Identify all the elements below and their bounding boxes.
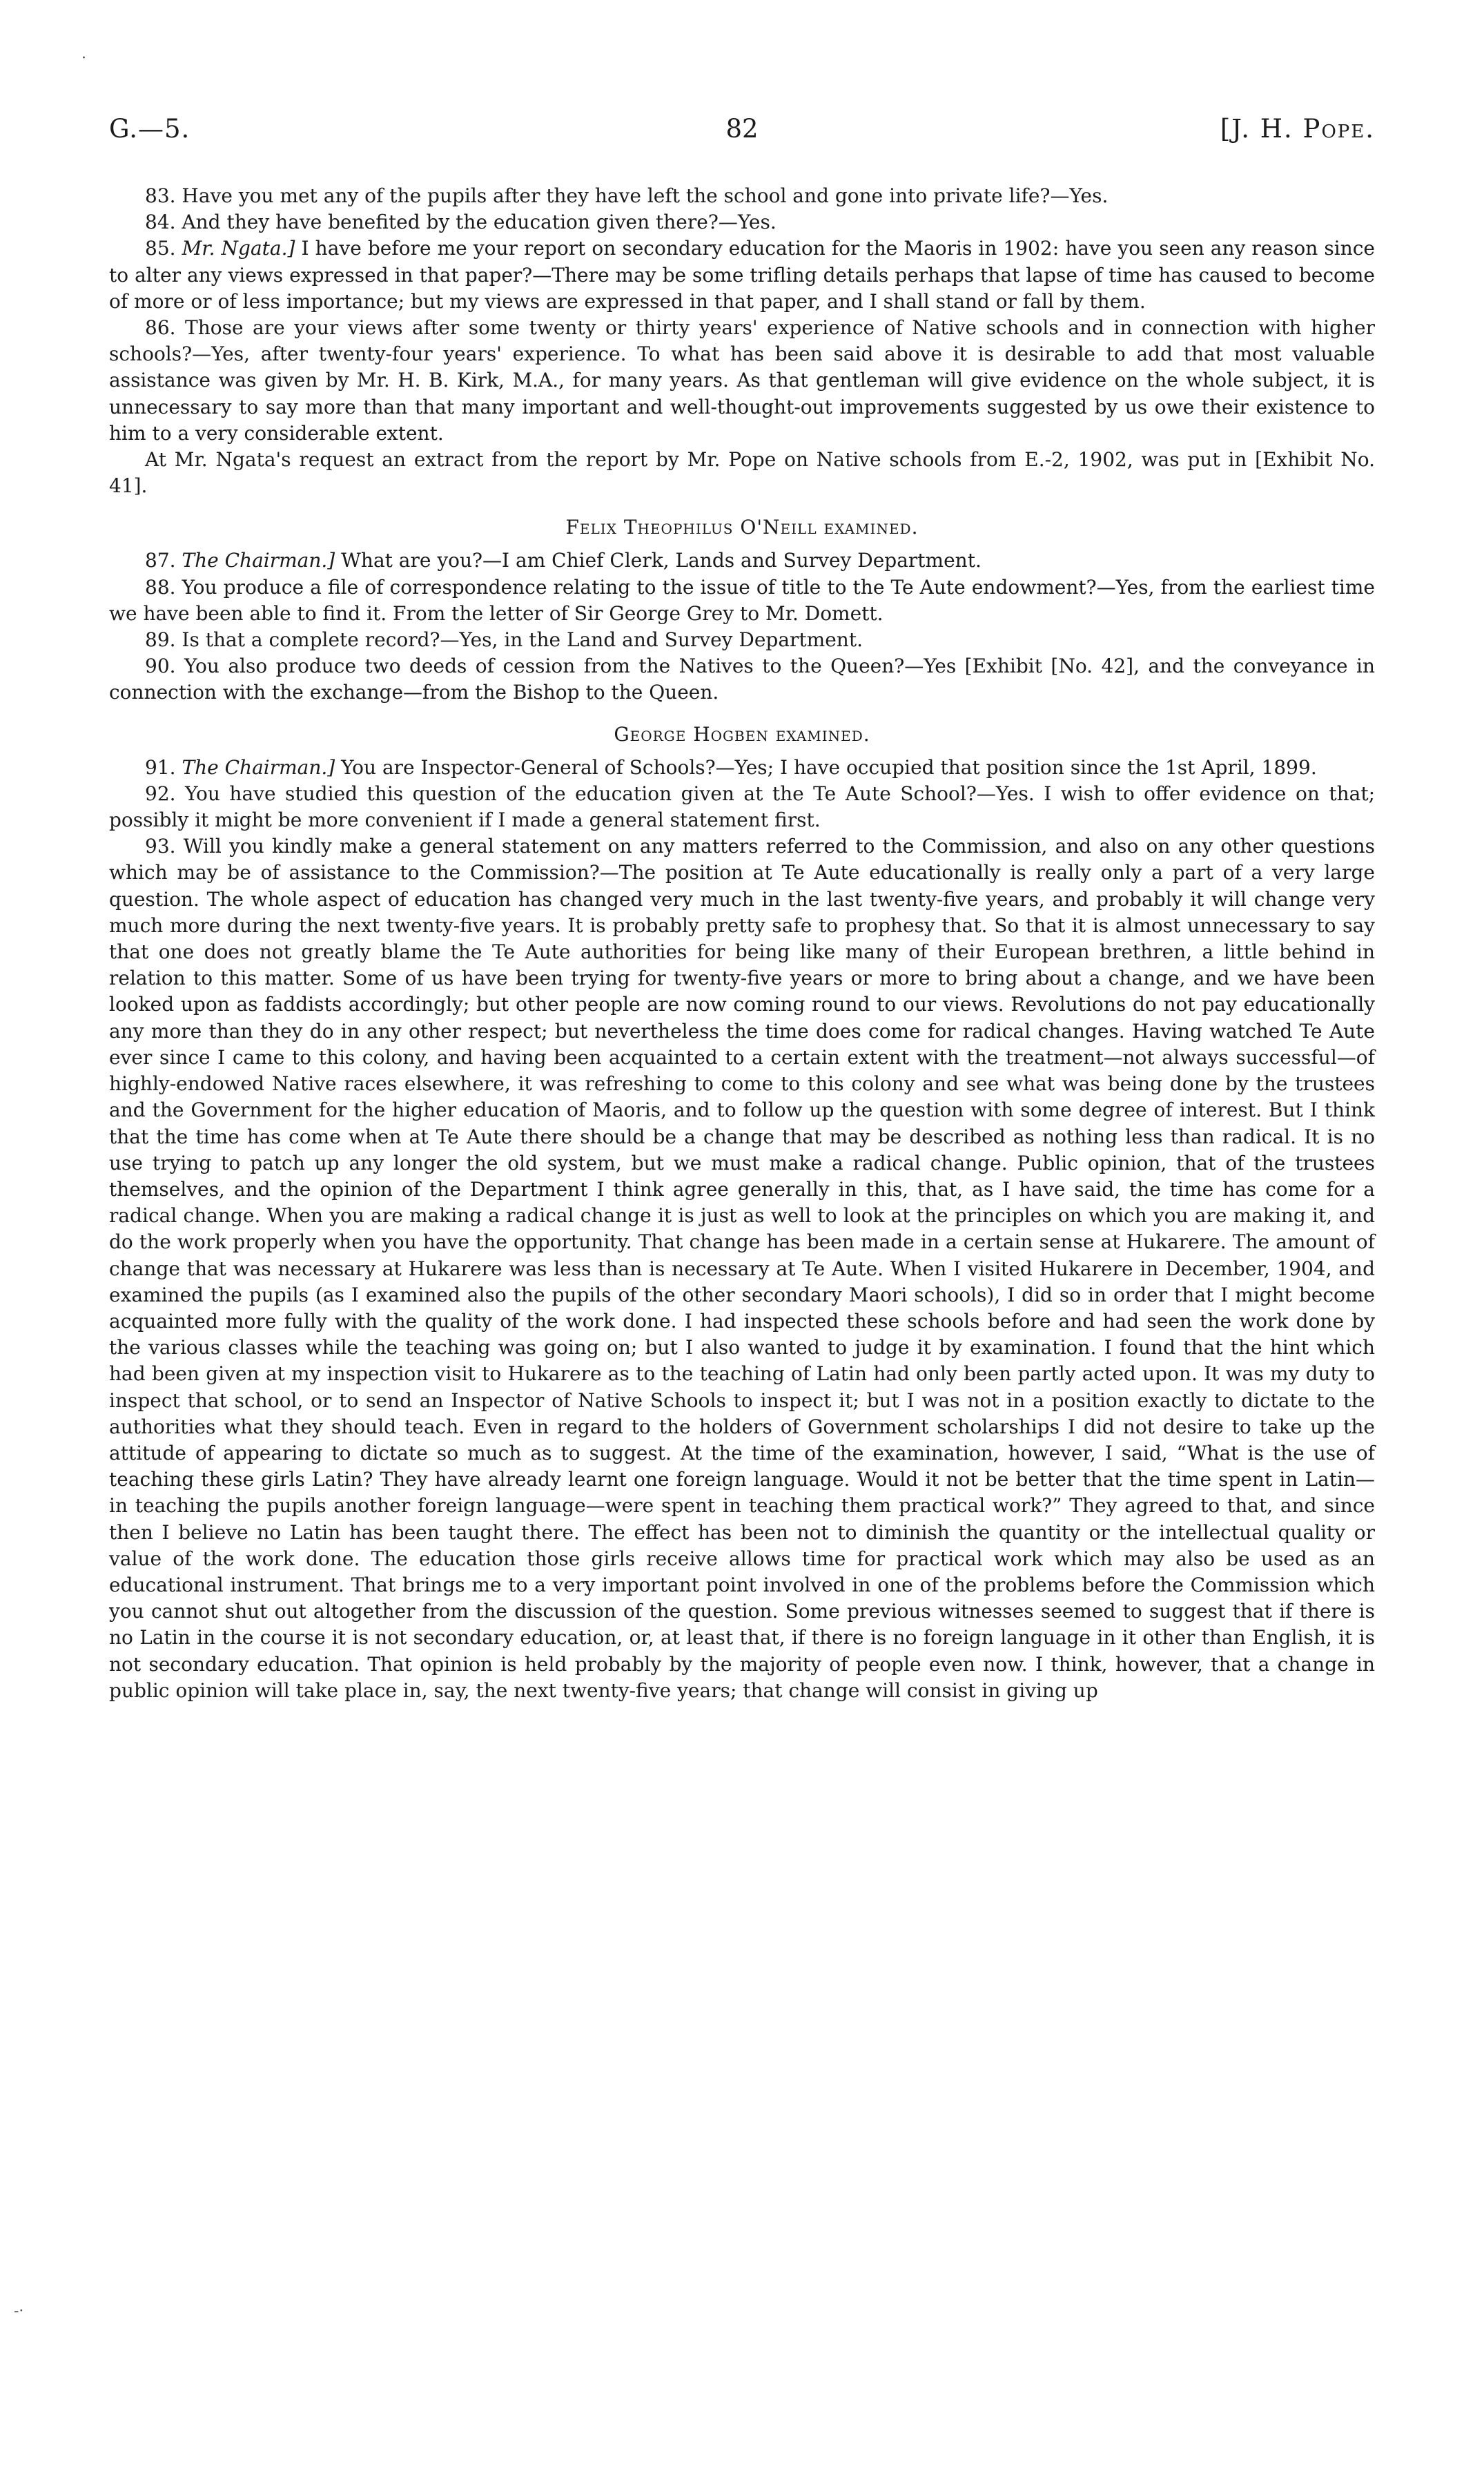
paragraph-q89: 89. Is that a complete record?—Yes, in the Land and Survey Department. xyxy=(145,628,863,652)
witness-heading-oneill: Felix Theophilus O'Neill examined. xyxy=(565,516,919,539)
running-head-name: [J. H. Pope. xyxy=(1220,114,1375,144)
speaker-label: Mr. Ngata.] xyxy=(182,237,295,260)
paragraph-q87 xyxy=(109,548,1375,574)
page-header xyxy=(109,114,1375,157)
page-number: 82 xyxy=(725,114,759,144)
paragraph-q83: 83. Have you met any of the pupils after they have left the school and gone into private life?—Yes. xyxy=(145,184,1109,207)
speaker-label: The Chairman.] xyxy=(182,549,335,572)
question-number: 85. xyxy=(145,237,176,260)
scan-speck: -· xyxy=(14,2303,24,2320)
paragraph-text: You are Inspector-General of Schools?—Yes; I have occupied that position since the 1st April, 1899. xyxy=(341,755,1317,779)
page-body xyxy=(109,183,1375,1704)
paragraph-text: What are you?—I am Chief Clerk, Lands and Survey Department. xyxy=(341,549,982,572)
paper-reference: G.—5. xyxy=(109,114,191,144)
paragraph-q88: 88. You produce a file of correspondence relating to the issue of title to the Te Aute endowment?—Yes, from the earliest time we have been able to find it. From the letter of Sir George Grey to Mr. Domett. xyxy=(109,575,1375,625)
paragraph-exhibit-note: At Mr. Ngata's request an extract from the report by Mr. Pope on Native schools from E.-2, 1902, was put in [Exhibit No. 41]. xyxy=(109,448,1375,498)
scan-speck: · xyxy=(81,50,86,67)
paragraph-q91 xyxy=(109,755,1375,781)
paragraph-q93: 93. Will you kindly make a general statement on any matters referred to the Commission, and also on any other questions which may be of assistance to the Commission?—The position at Te Aute educationally is really only a part of a very large question. The whole aspect of education has changed very much in the last twenty-five years, and probably it will change very much more during the next twenty-five years. It is probably pretty safe to prophesy that. So that it is almost unnecessary to say that one does not greatly blame the Te Aute authorities for being like many of their European brethren, a little behind in relation to this matter. Some of us have been trying for twenty-five years or more to bring about a change, and we have been looked upon as faddists accordingly; but other people are now coming round to our views. Revolutions do not pay educationally any more than they do in any other respect; but nevertheless the time does come for radical changes. Having watched Te Aute ever since I came to this colony, and having been acquainted to a certain extent with the treatment—not always successful—of highly-endowed Native races elsewhere, it was refreshing to come to this colony and see what was being done by the trustees and the Government for the higher education of Maoris, and to follow up the question with some degree of interest. But I think that the time has come when at Te Aute there should be a change that may be described as nothing less than radical. It is no use trying to patch up any longer the old system, but we must make a radical change. Public opinion, that of the trustees themselves, and the opinion of the Department I think agree generally in this, that, as I have said, the time has come for a radical change. When you are making a radical change it is just as well to look at the principles on which you are making it, and do the work properly when you have the opportunity. That change has been made in a certain sense at Hukarere. The amount of change that was necessary at Hukarere was less than is necessary at Te Aute. When I visited Hukarere in December, 1904, and examined the pupils (as I examined also the pupils of the other secondary Maori schools), I did so in order that I might become acquainted more fully with the quality of the work done. I had inspected these schools before and had seen the work done by the various classes while the teaching was going on; but I also wanted to judge it by examination. I found that the hint which had been given at my inspection visit to Hukarere as to the teaching of Latin had only been partly acted upon. It was my duty to inspect that school, or to send an Inspector of Native Schools to inspect it; but I was not in a position exactly to dictate to the authorities what they should teach. Even in regard to the holders of Government scholarships I did not desire to take up the attitude of appearing to dictate so much as to suggest. At the time of the examination, however, I said, “What is the use of teaching these girls Latin? They have already learnt one foreign language. Would it not be better that the time spent in Latin—in teaching the pupils another foreign language—were spent in teaching them practical work?” They agreed to that, and since then I believe no Latin has been taught there. The effect has been not to diminish the quantity or the intellectual quality or value of the work done. The education those girls receive allows time for practical work which may also be used as an educational instrument. That brings me to a very important point involved in one of the problems before the Commission which you cannot shut out altogether from the discussion of the question. Some previous witnesses seemed to suggest that if there is no Latin in the course it is not secondary education, or, at least that, if there is no foreign language in it other than English, it is not secondary education. That opinion is held probably by the majority of people even now. I think, however, that a change in public opinion will take place in, say, the next twenty-five years; that change will consist in giving up xyxy=(109,835,1375,1702)
paragraph-q86: 86. Those are your views after some twenty or thirty years' experience of Native schools and in connection with higher schools?—Yes, after twenty-four years' experience. To what has been said above it is desirable to add that most valuable assistance was given by Mr. H. B. Kirk, M.A., for many years. As that gentleman will give evidence on the whole subject, it is unnecessary to say more than that many important and well-thought-out improvements suggested by us owe their existence to him to a very considerable extent. xyxy=(109,316,1375,445)
paragraph-text: I have before me your report on secondary education for the Maoris in 1902: have you seen any reason since to alter any views expressed in that paper?—There may be some trifling details perhaps that lapse of time has caused to become of more or of less importance; but my views are expressed in that paper, and I shall stand or fall by them. xyxy=(109,237,1376,313)
paragraph-q92: 92. You have studied this question of the education given at the Te Aute School?—Yes. I wish to offer evidence on that; possibly it might be more convenient if I made a general statement first. xyxy=(109,782,1375,832)
paragraph-q84: 84. And they have benefited by the education given there?—Yes. xyxy=(145,211,777,234)
paragraph-q90: 90. You also produce two deeds of cession from the Natives to the Queen?—Yes [Exhibit [No. 42], and the conveyance in connection with the exchange—from the Bishop to the Queen. xyxy=(109,655,1375,704)
speaker-label: The Chairman.] xyxy=(182,755,335,779)
question-number: 87. xyxy=(145,549,176,572)
witness-heading-hogben: George Hogben examined. xyxy=(614,722,870,746)
paragraph-q85 xyxy=(109,235,1375,315)
question-number: 91. xyxy=(145,755,176,779)
